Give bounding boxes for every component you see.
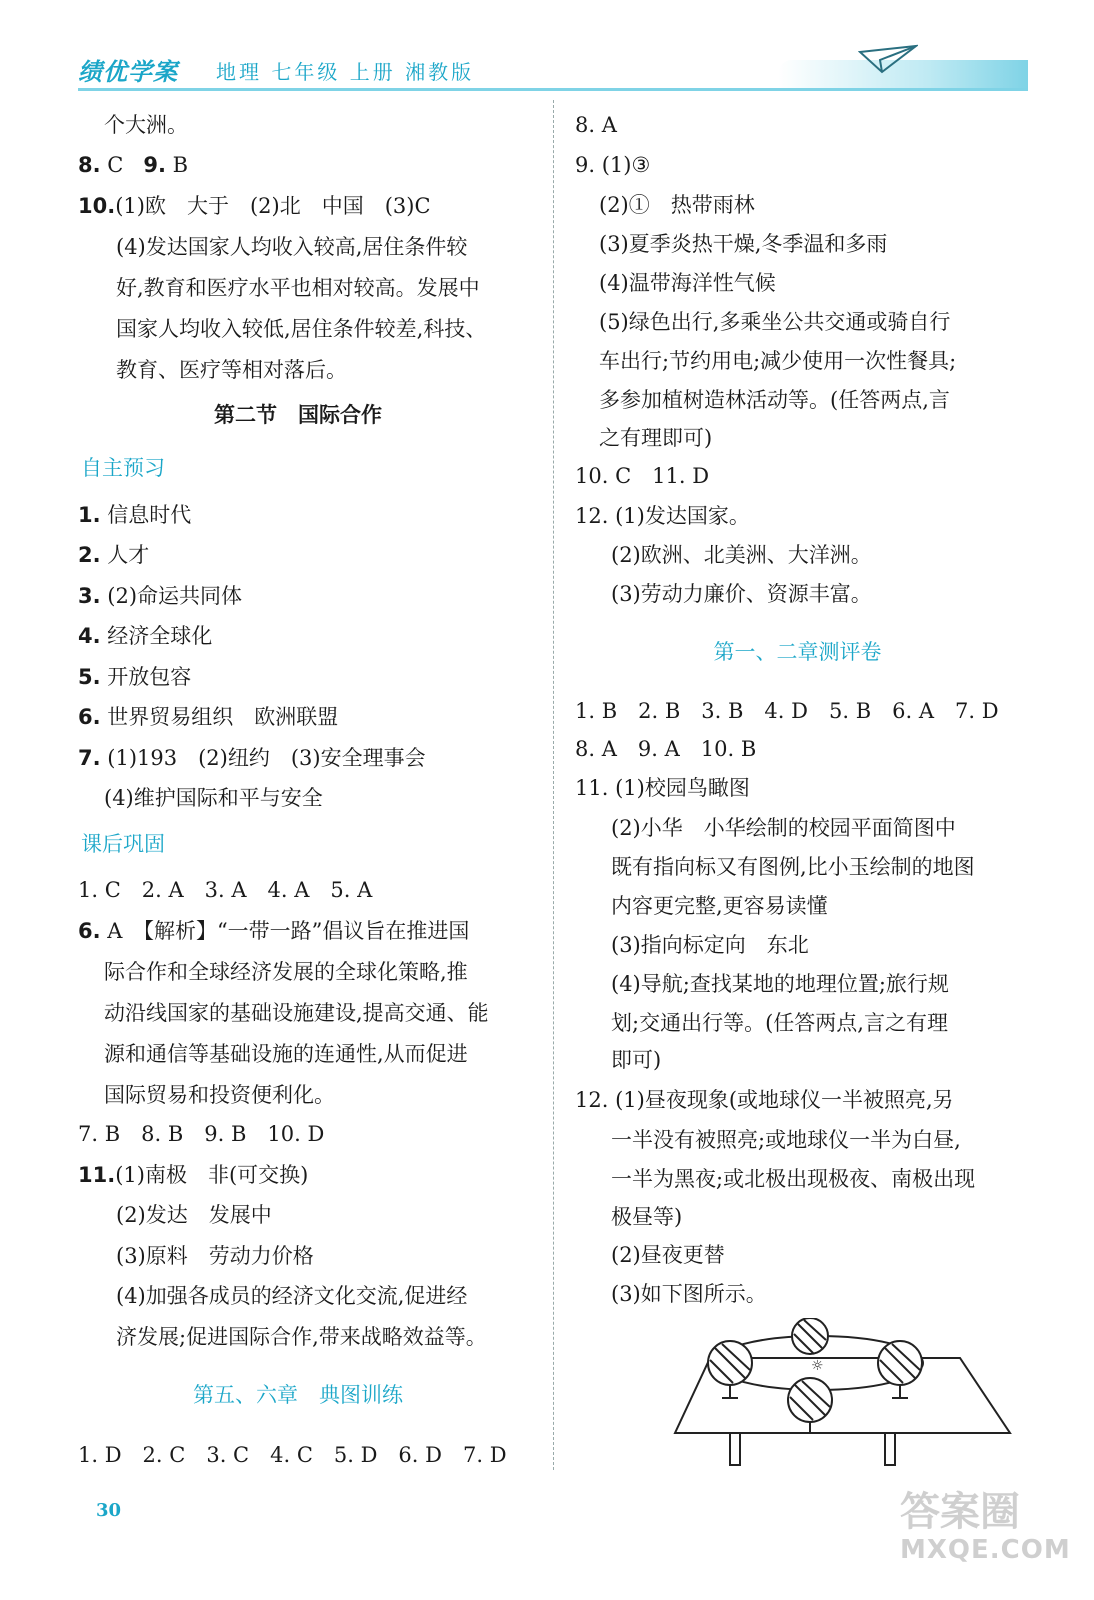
answer-line: 7. (1)193 (2)纽约 (3)安全理事会 [78,746,426,770]
globe-icon [708,1341,752,1398]
answer-line: (2)小华 小华绘制的校园平面简图中 [611,816,956,840]
answer-line: 多参加植树造林活动等。(任答两点,言 [599,388,950,412]
paper-plane-icon [858,42,918,82]
answer-line: 8. C 9. B [78,153,189,177]
globe-icon [878,1341,922,1398]
answer-line: 极昼等) [611,1205,683,1229]
answer-line: 2. 人才 [78,543,150,567]
answer-line: 划;交通出行等。(任答两点,言之有理 [611,1011,948,1035]
answer-line: 6. A 【解析】“一带一路”倡议旨在推进国 [78,919,470,943]
answer-line: 济发展;促进国际合作,带来战略效益等。 [116,1325,487,1349]
answer-line: 1. C 2. A 3. A 4. A 5. A [78,878,373,902]
subsection-title: 课后巩固 [81,832,165,856]
answer-line: 12. (1)昼夜现象(或地球仪一半被照亮,另 [575,1088,954,1112]
header-rule [78,88,1028,91]
answer-line: (4)温带海洋性气候 [599,271,776,295]
chapter-title: 第一、二章测评卷 [713,640,882,664]
answer-line: 7. B 8. B 9. B 10. D [78,1122,325,1146]
answer-line: (4)导航;查找某地的地理位置;旅行规 [611,972,949,996]
answer-line: 11. (1)校园鸟瞰图 [575,776,750,800]
answer-line: 6. 世界贸易组织 欧洲联盟 [78,705,339,729]
answer-line: 12. (1)发达国家。 [575,504,750,528]
answer-line: (3)夏季炎热干燥,冬季温和多雨 [599,232,888,256]
answer-line: (3)原料 劳动力价格 [116,1244,314,1268]
answer-line: (5)绿色出行,多乘坐公共交通或骑自行 [599,310,951,334]
svg-text:☼: ☼ [811,1358,824,1374]
answer-line: 5. 开放包容 [78,665,192,689]
column-divider [553,100,554,1470]
answer-line: 际合作和全球经济发展的全球化策略,推 [104,960,468,984]
answer-line: 8. A 9. A 10. B [575,737,757,761]
answer-line: (4)发达国家人均收入较高,居住条件较 [116,235,468,259]
chapter-title: 第五、六章 典图训练 [193,1383,403,1407]
answer-line: (3)如下图所示。 [611,1282,767,1306]
answer-line: (4)维护国际和平与安全 [104,786,323,810]
watermark: 答案圈 [900,1489,1020,1535]
answer-line: 好,教育和医疗水平也相对较高。发展中 [116,276,480,300]
page-number: 30 [96,1500,122,1521]
watermark-url: MXQE.COM [900,1535,1071,1565]
answer-line: (2)① 热带雨林 [599,193,755,217]
answer-line: 个大洲。 [104,113,188,137]
answer-line: 国家人均收入较低,居住条件较差,科技、 [116,317,487,341]
book-subtitle: 地理 七年级 上册 湘教版 [216,60,475,84]
answer-line: 教育、医疗等相对落后。 [116,358,347,382]
answer-line: 3. (2)命运共同体 [78,584,243,608]
globe-table-figure [670,1318,1015,1468]
answer-line: 国际贸易和投资便利化。 [104,1083,335,1107]
answer-line: 之有理即可) [599,426,713,450]
answer-line: 4. 经济全球化 [78,624,213,648]
answer-line: 一半没有被照亮;或地球仪一半为白昼, [611,1128,961,1152]
answer-line: 1. B 2. B 3. B 4. D 5. B 6. A 7. D [575,699,999,723]
answer-line: 车出行;节约用电;减少使用一次性餐具; [599,349,957,373]
answer-line: (4)加强各成员的经济文化交流,促进经 [116,1284,468,1308]
brand-logo: 绩优学案 [78,58,178,86]
answer-line: 8. A [575,113,617,137]
answer-line: 9. (1)③ [575,153,651,177]
subsection-title: 自主预习 [81,456,165,480]
answer-line: (3)指向标定向 东北 [611,933,809,957]
answer-line: 即可) [611,1048,662,1072]
answer-line: 既有指向标又有图例,比小玉绘制的地图 [611,855,975,879]
answer-line: 1. D 2. C 3. C 4. C 5. D 6. D 7. D [78,1443,507,1467]
answer-line: (2)发达 发展中 [116,1203,272,1227]
answer-line: 一半为黑夜;或北极出现极夜、南极出现 [611,1167,976,1191]
answer-line: 动沿线国家的基础设施建设,提高交通、能 [104,1001,489,1025]
answer-line: 11.(1)南极 非(可交换) [78,1163,309,1187]
answer-line: (2)欧洲、北美洲、大洋洲。 [611,543,872,567]
page-header [78,50,1028,92]
globe-icon [792,1318,828,1354]
answer-line: 源和通信等基础设施的连通性,从而促进 [104,1042,468,1066]
answer-line: (3)劳动力廉价、资源丰富。 [611,582,872,606]
answer-line: (2)昼夜更替 [611,1243,725,1267]
globe-icon [788,1378,832,1433]
answer-line: 10. C 11. D [575,464,710,488]
section-title: 第二节 国际合作 [214,403,382,427]
answer-line: 内容更完整,更容易读懂 [611,894,828,918]
answer-line: 1. 信息时代 [78,503,192,527]
answer-line: 10.(1)欧 大于 (2)北 中国 (3)C [78,194,431,218]
